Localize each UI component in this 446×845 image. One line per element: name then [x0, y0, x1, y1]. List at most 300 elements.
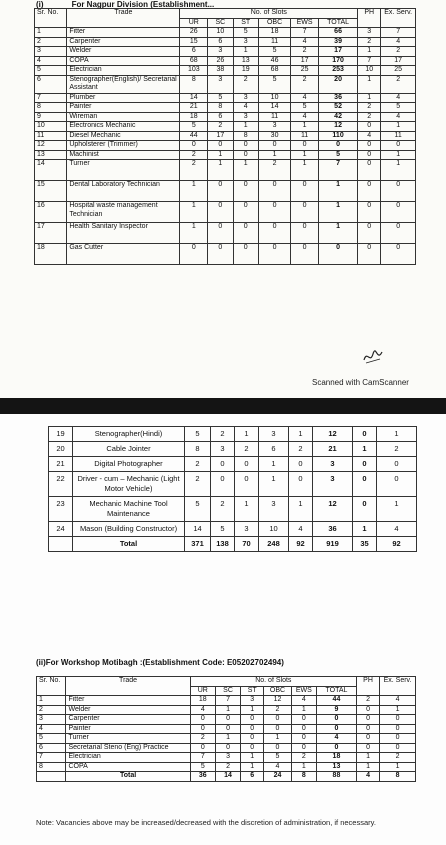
cell-sc: 3 — [208, 47, 233, 57]
cell-obc: 5 — [264, 753, 291, 763]
cell-obc: 1 — [264, 734, 291, 744]
signature-mark — [362, 348, 384, 366]
header-ex-serv: Ex. Serv. — [380, 677, 416, 696]
table-row — [49, 457, 417, 472]
cell-trade: Dental Laboratory Technician — [67, 181, 180, 202]
cell-sc: 5 — [211, 522, 235, 537]
cell-ex-serv: 2 — [381, 47, 416, 57]
section-2-heading: (ii)For Workshop Motibagh :(Establishment Code: E05202702494) — [36, 658, 284, 667]
cell-ur: 5 — [190, 762, 215, 772]
cell-ews: 17 — [291, 56, 319, 66]
header-ews: EWS — [291, 686, 316, 696]
cell-ph: 2 — [358, 112, 381, 122]
cell-total: 42 — [318, 112, 357, 122]
cell-trade: Carpenter — [66, 715, 190, 725]
cell-ur: 14 — [180, 93, 208, 103]
header-no-of-slots: No. of Slots — [190, 677, 356, 687]
cell-ex-serv: 0 — [380, 724, 416, 734]
table-row — [49, 427, 417, 442]
cell-sr-no: 21 — [49, 457, 73, 472]
total-ur: 371 — [185, 537, 211, 552]
header-sr-no: Sr. No. — [35, 9, 67, 28]
cell-obc: 5 — [258, 47, 290, 57]
nagpur-division-table-continued — [48, 426, 417, 552]
cell-ph: 0 — [358, 244, 381, 265]
cell-ex-serv: 1 — [377, 427, 417, 442]
header-sc: SC — [208, 18, 233, 28]
cell-ur: 8 — [180, 75, 208, 93]
total-label: Total — [73, 537, 185, 552]
cell-ews: 25 — [291, 66, 319, 76]
cell-sr-no: 12 — [35, 141, 67, 151]
cell-total: 0 — [316, 743, 356, 753]
cell-sc: 10 — [208, 28, 233, 38]
cell-obc: 0 — [258, 181, 290, 202]
cell-sc: 1 — [208, 160, 233, 181]
cell-ph: 0 — [358, 160, 381, 181]
total-ex-serv: 8 — [380, 772, 416, 782]
cell-obc: 14 — [258, 103, 290, 113]
cell-sr-no: 15 — [35, 181, 67, 202]
cell-ews: 1 — [289, 427, 313, 442]
cell-ex-serv: 4 — [381, 112, 416, 122]
cell-obc: 2 — [264, 705, 291, 715]
cell-ur: 18 — [180, 112, 208, 122]
cell-sc: 2 — [215, 762, 240, 772]
total-ews: 8 — [291, 772, 316, 782]
cell-obc: 10 — [259, 522, 289, 537]
total-st: 6 — [241, 772, 264, 782]
cell-ews: 2 — [291, 47, 319, 57]
cell-ph: 2 — [356, 696, 379, 706]
table-row — [35, 56, 416, 66]
cell-sc: 0 — [208, 202, 233, 223]
cell-st: 0 — [241, 743, 264, 753]
cell-sr-no: 19 — [49, 427, 73, 442]
cell-ph: 0 — [356, 734, 379, 744]
cell-ex-serv: 17 — [381, 56, 416, 66]
cell-ews: 1 — [291, 122, 319, 132]
cell-sc: 6 — [208, 37, 233, 47]
cell-sc: 38 — [208, 66, 233, 76]
cell-total: 13 — [316, 762, 356, 772]
cell-st: 5 — [233, 28, 258, 38]
cell-st: 3 — [233, 112, 258, 122]
cell-trade: Fitter — [66, 696, 190, 706]
cell-ph: 1 — [358, 93, 381, 103]
cell-obc: 11 — [258, 37, 290, 47]
cell-total: 36 — [318, 93, 357, 103]
cell-ews: 0 — [291, 223, 319, 244]
cell-sc: 17 — [208, 131, 233, 141]
cell-st: 0 — [241, 724, 264, 734]
total-total: 919 — [313, 537, 353, 552]
cell-sr-no: 16 — [35, 202, 67, 223]
cell-ph: 10 — [358, 66, 381, 76]
cell-st: 1 — [241, 705, 264, 715]
scanned-page-1 — [0, 0, 446, 398]
cell-sr-no: 24 — [49, 522, 73, 537]
cell-obc: 1 — [258, 150, 290, 160]
cell-ex-serv: 0 — [381, 202, 416, 223]
header-trade: Trade — [66, 677, 190, 696]
cell-ex-serv: 0 — [377, 457, 417, 472]
cell-total: 0 — [318, 141, 357, 151]
total-ph: 4 — [356, 772, 379, 782]
cell-ex-serv: 2 — [381, 75, 416, 93]
cell-trade: Welder — [66, 705, 190, 715]
cell-ur: 18 — [190, 696, 215, 706]
cell-ex-serv: 1 — [381, 122, 416, 132]
continued-table-body — [49, 427, 417, 552]
cell-ews: 0 — [291, 715, 316, 725]
cell-ews: 11 — [291, 131, 319, 141]
cell-sc: 1 — [215, 705, 240, 715]
cell-trade: Mechanic Machine Tool Maintenance — [73, 497, 185, 522]
cell-trade: Upholsterer (Trimmer) — [67, 141, 180, 151]
cell-ur: 0 — [180, 141, 208, 151]
cell-sc: 0 — [208, 223, 233, 244]
cell-ph: 1 — [356, 753, 379, 763]
cell-trade: Machinist — [67, 150, 180, 160]
cell-obc: 1 — [259, 472, 289, 497]
cell-total: 253 — [318, 66, 357, 76]
cell-obc: 0 — [258, 223, 290, 244]
cell-trade: Digital Photographer — [73, 457, 185, 472]
cell-st: 0 — [235, 472, 259, 497]
cell-total: 0 — [318, 244, 357, 265]
table-row — [35, 28, 416, 38]
cell-trade: Turner — [66, 734, 190, 744]
cell-st: 3 — [235, 522, 259, 537]
cell-total: 17 — [318, 47, 357, 57]
cell-ews: 4 — [291, 93, 319, 103]
cell-sr-no: 5 — [35, 66, 67, 76]
cell-ph: 0 — [356, 743, 379, 753]
cell-ex-serv: 1 — [380, 705, 416, 715]
cell-sr-no: 8 — [35, 103, 67, 113]
cell-total: 170 — [318, 56, 357, 66]
cell-obc: 68 — [258, 66, 290, 76]
cell-total: 52 — [318, 103, 357, 113]
cell-st: 0 — [233, 181, 258, 202]
cell-sr-no: 11 — [35, 131, 67, 141]
cell-sc: 0 — [215, 724, 240, 734]
cell-obc: 3 — [258, 122, 290, 132]
cell-obc: 3 — [259, 497, 289, 522]
header-no-of-slots: No. of Slots — [180, 9, 358, 19]
cell-sr-no — [49, 537, 73, 552]
cell-st: 3 — [233, 93, 258, 103]
cell-trade: Welder — [67, 47, 180, 57]
cell-ur: 0 — [190, 724, 215, 734]
table-row — [37, 715, 416, 725]
cell-obc: 1 — [259, 457, 289, 472]
total-st: 70 — [235, 537, 259, 552]
cell-trade: Stenographer(English)/ Secretarial Assistant — [67, 75, 180, 93]
cell-ews: 0 — [291, 724, 316, 734]
cell-st: 1 — [241, 753, 264, 763]
header-total: TOTAL — [316, 686, 356, 696]
section-1-title: For Nagpur Division (Establishment... — [71, 0, 215, 9]
cell-ews: 0 — [289, 472, 313, 497]
cell-sc: 7 — [215, 696, 240, 706]
cell-total: 7 — [318, 160, 357, 181]
cell-ex-serv: 2 — [380, 753, 416, 763]
cell-trade: Hospital waste management Technician — [67, 202, 180, 223]
table-row — [49, 497, 417, 522]
cell-obc: 18 — [258, 28, 290, 38]
cell-sr-no: 14 — [35, 160, 67, 181]
cell-ex-serv: 0 — [377, 472, 417, 497]
cell-st: 0 — [233, 202, 258, 223]
cell-st: 2 — [235, 442, 259, 457]
cell-sr-no: 13 — [35, 150, 67, 160]
total-label: Total — [66, 772, 190, 782]
cell-ex-serv: 11 — [381, 131, 416, 141]
cell-ews: 1 — [289, 497, 313, 522]
nagpur-division-table — [34, 8, 416, 265]
cell-ur: 2 — [185, 472, 211, 497]
table-row — [37, 762, 416, 772]
cell-obc: 12 — [264, 696, 291, 706]
cell-ex-serv: 7 — [381, 28, 416, 38]
cell-ews: 4 — [289, 522, 313, 537]
cell-sr-no: 3 — [37, 715, 66, 725]
vacancy-note: Note: Vacancies above may be increased/decreased with the discretion of administration, if necessary. — [36, 818, 376, 827]
cell-ews: 1 — [291, 150, 319, 160]
workshop-motibagh-table — [36, 676, 416, 782]
cell-sr-no: 3 — [35, 47, 67, 57]
cell-obc: 0 — [264, 724, 291, 734]
cell-st: 19 — [233, 66, 258, 76]
cell-ph: 0 — [358, 181, 381, 202]
cell-ur: 2 — [180, 160, 208, 181]
cell-ph: 0 — [353, 427, 377, 442]
cell-ph: 1 — [358, 75, 381, 93]
cell-st: 3 — [241, 696, 264, 706]
table-row — [35, 37, 416, 47]
cell-ur: 8 — [185, 442, 211, 457]
cell-sr-no: 4 — [37, 724, 66, 734]
cell-ph: 7 — [358, 56, 381, 66]
cell-obc: 30 — [258, 131, 290, 141]
cell-ex-serv: 0 — [381, 181, 416, 202]
cell-obc: 6 — [259, 442, 289, 457]
cell-ur: 7 — [190, 753, 215, 763]
cell-trade: Diesel Mechanic — [67, 131, 180, 141]
cell-ph: 0 — [358, 141, 381, 151]
header-ur: UR — [180, 18, 208, 28]
cell-sr-no: 2 — [37, 705, 66, 715]
cell-st: 1 — [233, 122, 258, 132]
cell-st: 2 — [233, 75, 258, 93]
cell-sr-no: 18 — [35, 244, 67, 265]
cell-ews: 1 — [291, 705, 316, 715]
cell-total: 1 — [318, 181, 357, 202]
header-st: ST — [233, 18, 258, 28]
cell-sr-no: 7 — [35, 93, 67, 103]
cell-ews: 0 — [289, 457, 313, 472]
cell-sr-no: 1 — [37, 696, 66, 706]
cell-ur: 2 — [180, 150, 208, 160]
workshop-table-body — [37, 696, 416, 782]
cell-ews: 0 — [291, 141, 319, 151]
cell-ur: 1 — [180, 202, 208, 223]
cell-ur: 21 — [180, 103, 208, 113]
cell-total: 1 — [318, 223, 357, 244]
cell-ews: 1 — [291, 762, 316, 772]
cell-sc: 3 — [211, 442, 235, 457]
cell-ex-serv: 0 — [381, 244, 416, 265]
cell-ph: 0 — [358, 223, 381, 244]
header-st: ST — [241, 686, 264, 696]
cell-ews: 0 — [291, 734, 316, 744]
total-sc: 138 — [211, 537, 235, 552]
cell-total: 12 — [318, 122, 357, 132]
cell-total: 4 — [316, 734, 356, 744]
cell-st: 0 — [241, 715, 264, 725]
header-obc: OBC — [258, 18, 290, 28]
cell-ur: 14 — [185, 522, 211, 537]
cell-ews: 4 — [291, 112, 319, 122]
cell-sr-no: 6 — [35, 75, 67, 93]
cell-ur: 0 — [190, 715, 215, 725]
cell-trade: Painter — [67, 103, 180, 113]
cell-total: 3 — [313, 457, 353, 472]
cell-trade: Electrician — [66, 753, 190, 763]
cell-sc: 0 — [211, 457, 235, 472]
cell-ph: 0 — [358, 122, 381, 132]
cell-ph: 0 — [353, 457, 377, 472]
cell-ex-serv: 4 — [380, 696, 416, 706]
cell-ex-serv: 2 — [377, 442, 417, 457]
cell-st: 0 — [235, 457, 259, 472]
cell-sr-no: 6 — [37, 743, 66, 753]
cell-sc: 3 — [208, 75, 233, 93]
cell-trade: COPA — [67, 56, 180, 66]
cell-sr-no: 22 — [49, 472, 73, 497]
cell-trade: Driver - cum – Mechanic (Light Motor Vehicle) — [73, 472, 185, 497]
table-row — [35, 141, 416, 151]
cell-st: 13 — [233, 56, 258, 66]
table-row — [35, 244, 416, 265]
cell-ph: 1 — [353, 442, 377, 457]
cell-ur: 68 — [180, 56, 208, 66]
cell-trade: Fitter — [67, 28, 180, 38]
cell-ex-serv: 4 — [381, 37, 416, 47]
cell-ews: 0 — [291, 181, 319, 202]
total-row — [37, 772, 416, 782]
total-total: 88 — [316, 772, 356, 782]
cell-trade: Electrician — [67, 66, 180, 76]
cell-ph: 0 — [358, 202, 381, 223]
cell-ur: 2 — [185, 457, 211, 472]
cell-ur: 5 — [185, 497, 211, 522]
cell-ur: 1 — [180, 223, 208, 244]
header-ur: UR — [190, 686, 215, 696]
cell-total: 110 — [318, 131, 357, 141]
cell-ews: 2 — [289, 442, 313, 457]
cell-ews: 5 — [291, 103, 319, 113]
total-obc: 24 — [264, 772, 291, 782]
cell-trade: Plumber — [67, 93, 180, 103]
table-row — [37, 753, 416, 763]
cell-sr-no: 17 — [35, 223, 67, 244]
cell-sc: 1 — [208, 150, 233, 160]
table-row — [35, 202, 416, 223]
cell-sc: 26 — [208, 56, 233, 66]
header-sc: SC — [215, 686, 240, 696]
cell-sc: 8 — [208, 103, 233, 113]
cell-ur: 5 — [180, 122, 208, 132]
table-row — [35, 103, 416, 113]
cell-ews: 2 — [291, 753, 316, 763]
cell-st: 1 — [235, 497, 259, 522]
cell-sc: 0 — [211, 472, 235, 497]
header-total: TOTAL — [318, 18, 357, 28]
cell-total: 66 — [318, 28, 357, 38]
cell-ur: 5 — [185, 427, 211, 442]
table-row — [37, 743, 416, 753]
cell-total: 3 — [313, 472, 353, 497]
cell-sc: 0 — [208, 181, 233, 202]
table-row — [49, 442, 417, 457]
cell-ex-serv: 25 — [381, 66, 416, 76]
cell-ex-serv: 4 — [381, 93, 416, 103]
cell-total: 36 — [313, 522, 353, 537]
cell-ph: 0 — [356, 715, 379, 725]
cell-ex-serv: 0 — [381, 141, 416, 151]
cell-sc: 0 — [208, 141, 233, 151]
cell-ph: 1 — [358, 47, 381, 57]
cell-total: 0 — [316, 724, 356, 734]
cell-trade: Secretarial Steno (Eng) Practice — [66, 743, 190, 753]
cell-ph: 0 — [353, 472, 377, 497]
cell-ews: 7 — [291, 28, 319, 38]
total-ex-serv: 92 — [377, 537, 417, 552]
cell-ur: 103 — [180, 66, 208, 76]
cell-total: 20 — [318, 75, 357, 93]
cell-obc: 0 — [258, 244, 290, 265]
cell-st: 1 — [235, 427, 259, 442]
cell-ur: 2 — [190, 734, 215, 744]
header-obc: OBC — [264, 686, 291, 696]
cell-st: 0 — [233, 150, 258, 160]
cell-obc: 4 — [264, 762, 291, 772]
cell-total: 21 — [313, 442, 353, 457]
cell-ex-serv: 1 — [381, 150, 416, 160]
total-obc: 248 — [259, 537, 289, 552]
cell-ph: 0 — [356, 724, 379, 734]
table-row — [35, 223, 416, 244]
cell-st: 1 — [233, 160, 258, 181]
cell-sc: 2 — [211, 427, 235, 442]
total-ph: 35 — [353, 537, 377, 552]
cell-ur: 15 — [180, 37, 208, 47]
cell-total: 1 — [318, 202, 357, 223]
cell-ur: 1 — [180, 181, 208, 202]
cell-st: 0 — [241, 734, 264, 744]
scanned-page-2 — [0, 414, 446, 845]
table-row — [35, 122, 416, 132]
nagpur-table-body — [35, 28, 416, 265]
table-row — [35, 160, 416, 181]
cell-trade: Carpenter — [67, 37, 180, 47]
cell-ex-serv: 0 — [381, 223, 416, 244]
cell-st: 1 — [241, 762, 264, 772]
cell-sc: 2 — [208, 122, 233, 132]
